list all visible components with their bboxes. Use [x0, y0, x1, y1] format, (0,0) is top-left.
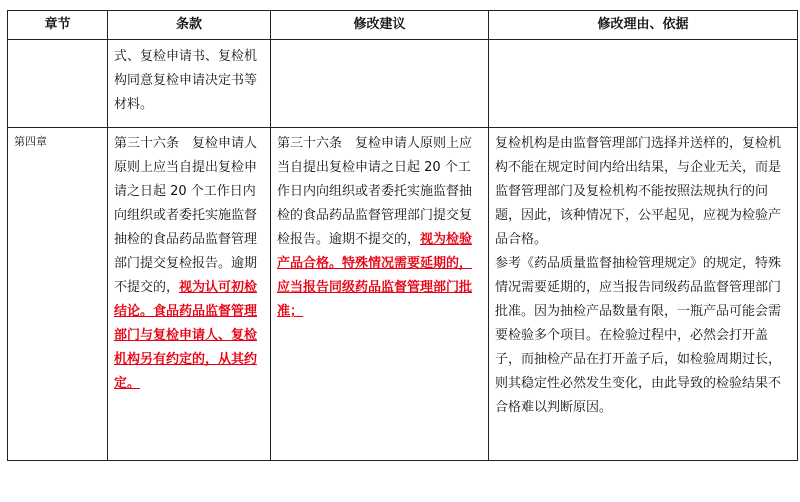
reason-cell [489, 128, 798, 461]
reason-paragraph: 参考《药品质量监督抽检管理规定》的规定，特殊情况需要延期的，应当报告同级药品监督管理部门批准。因为抽检产品数量有限，一瓶产品可能会需要检验多个项目。在检验过程中，必然会打开盖子，而抽检产品在打开盖子后，如检验周期过长，则其稳定性必然发生变化，由此导致的检验结果不合格难以判断原因。 [495, 256, 782, 415]
suggestion-cell [271, 128, 489, 461]
table-header-row [8, 11, 798, 40]
clause-text: 第三十六条 复检申请人原则上应当自提出复检申请之日起 20 个工作日内向组织或者委托实施监督抽检的食品药品监督管理部门提交复检报告。逾期不提交的， [114, 136, 258, 295]
suggestion-highlight-text: 视为检验产品合格。特殊情况需要延期的，应当报告同级药品监督管理部门批准； [277, 232, 473, 319]
header-clause: 条款 [108, 11, 271, 40]
header-reason: 修改理由、依据 [489, 11, 798, 40]
chapter-cell [8, 40, 108, 128]
reason-cell [489, 40, 798, 128]
table-row [8, 40, 798, 128]
clause-highlight-text: 视为认可初检结论。食品药品监督管理部门与复检申请人、复检机构另有约定的，从其约定。 [114, 280, 258, 391]
suggestion-cell [271, 40, 489, 128]
header-chapter: 章节 [8, 11, 108, 40]
header-suggestion: 修改建议 [271, 11, 489, 40]
amendment-table [7, 10, 798, 461]
suggestion-text: 第三十六条 复检申请人原则上应当自提出复检申请之日起 20 个工作日内向组织或者委托实施监督抽检的食品药品监督管理部门提交复检报告。逾期不提交的， [277, 136, 473, 247]
reason-paragraph: 复检机构是由监督管理部门选择并送样的，复检机构不能在规定时间内给出结果，与企业无关，而是监督管理部门及复检机构不能按照法规执行的问题，因此，该种情况下，公平起见，应视为检验产品合格。 [495, 136, 782, 247]
clause-cell: 式、复检申请书、复检机构同意复检申请决定书等材料。 [108, 40, 271, 128]
table-row [8, 128, 798, 461]
chapter-cell: 第四章 [8, 128, 108, 461]
clause-cell [108, 128, 271, 461]
